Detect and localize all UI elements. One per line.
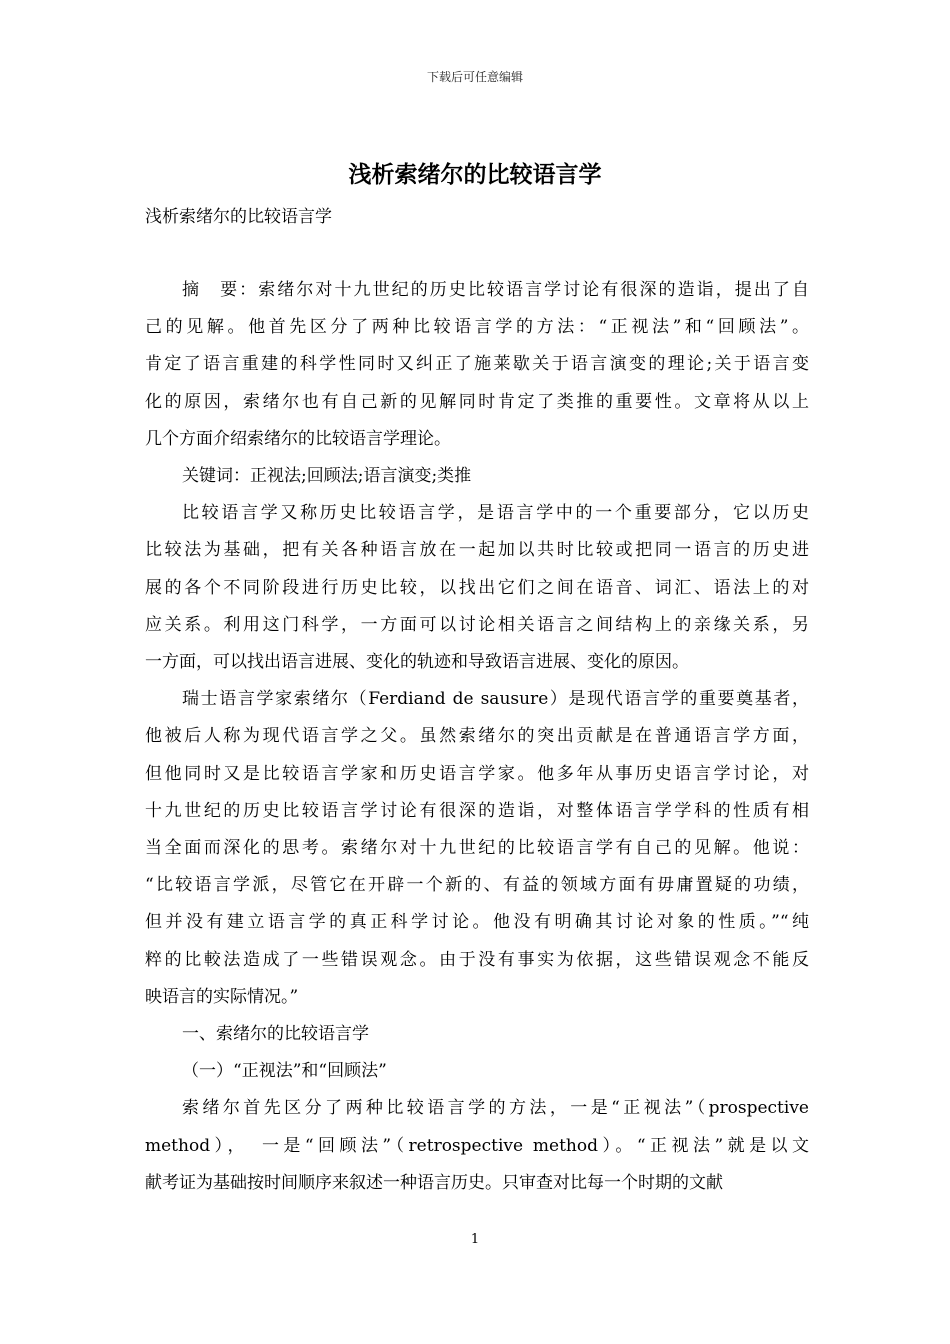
text-line: “比较语言学派，尽管它在开辟一个新的、有益的领域方面有毋庸置疑的功绩， <box>145 875 809 896</box>
text-line: 己的见解。他首先区分了两种比较语言学的方法：“正视法”和“回顾法”。 <box>145 317 809 338</box>
document-body <box>145 272 809 1202</box>
text-line: 展的各个不同阶段进行历史比较，以找出它们之间在语音、词汇、语法上的对 <box>145 577 809 598</box>
text-line: method）， 一是“回顾法”（retrospective method）。“正视法”就是以文 <box>145 1135 809 1156</box>
text-line: 摘 要：索绪尔对十九世纪的历史比较语言学讨论有很深的造诣，提出了自 <box>182 280 809 300</box>
abstract-paragraph <box>145 272 809 458</box>
text-line: 当全面而深化的思考。索绪尔对十九世纪的比较语言学有自己的见解。他说： <box>145 838 809 859</box>
page-number: 1 <box>470 1232 480 1247</box>
subsection-heading <box>145 1053 809 1090</box>
methods-paragraph <box>145 1090 809 1202</box>
text-line: 比较语言学又称历史比较语言学，是语言学中的一个重要部分，它以历史 <box>182 503 809 524</box>
intro-paragraph <box>145 495 809 681</box>
document-subtitle: 浅析索绪尔的比较语言学 <box>145 207 332 227</box>
section-heading <box>145 1016 809 1053</box>
document-title: 浅析索绪尔的比较语言学 <box>348 161 602 188</box>
text-line: 他被后人称为现代语言学之父。虽然索绪尔的突出贡献是在普通语言学方面， <box>145 726 809 747</box>
page-header: 下载后可任意编辑 <box>426 70 523 84</box>
text-line: 应关系。利用这门科学，一方面可以讨论相关语言之间结构上的亲缘关系，另 <box>145 614 809 635</box>
text-line: 化的原因，索绪尔也有自己新的见解同时肯定了类推的重要性。文章将从以上 <box>145 391 809 412</box>
text-line: 索绪尔首先区分了两种比较语言学的方法，一是“正视法”（prospective <box>182 1098 809 1119</box>
text-line: 一、索绪尔的比较语言学 <box>182 1024 369 1045</box>
text-line: （一）“正视法”和“回顾法” <box>182 1061 387 1082</box>
text-line: 比较法为基础，把有关各种语言放在一起加以共时比较或把同一语言的历史进 <box>145 540 809 561</box>
text-line: 肯定了语言重建的科学性同时又纠正了施莱歇关于语言演变的理论;关于语言变 <box>145 354 809 375</box>
text-line: 关键词：正视法;回顾法;语言演变;类推 <box>182 466 472 487</box>
text-line: 几个方面介绍索绪尔的比较语言学理论。 <box>145 428 451 449</box>
keywords-paragraph <box>145 458 809 495</box>
text-line: 但并没有建立语言学的真正科学讨论。他没有明确其讨论对象的性质。”“纯 <box>145 912 809 933</box>
text-line: 十九世纪的历史比较语言学讨论有很深的造诣，对整体语言学学科的性质有相 <box>145 800 809 821</box>
text-line: 瑞士语言学家索绪尔（Ferdiand de sausure）是现代语言学的重要奠基者， <box>182 689 809 710</box>
text-line: 但他同时又是比较语言学家和历史语言学家。他多年从事历史语言学讨论，对 <box>145 763 809 784</box>
saussure-paragraph <box>145 681 809 1016</box>
text-line: 献考证为基础按时间顺序来叙述一种语言历史。只审查对比每一个时期的文献 <box>145 1172 723 1193</box>
text-line: 粹的比較法造成了一些错误观念。由于没有事实为依据，这些错误观念不能反 <box>145 949 809 970</box>
text-line: 一方面，可以找出语言进展、变化的轨迹和导致语言进展、变化的原因。 <box>145 652 689 673</box>
text-line: 映语言的实际情况。” <box>145 986 299 1007</box>
